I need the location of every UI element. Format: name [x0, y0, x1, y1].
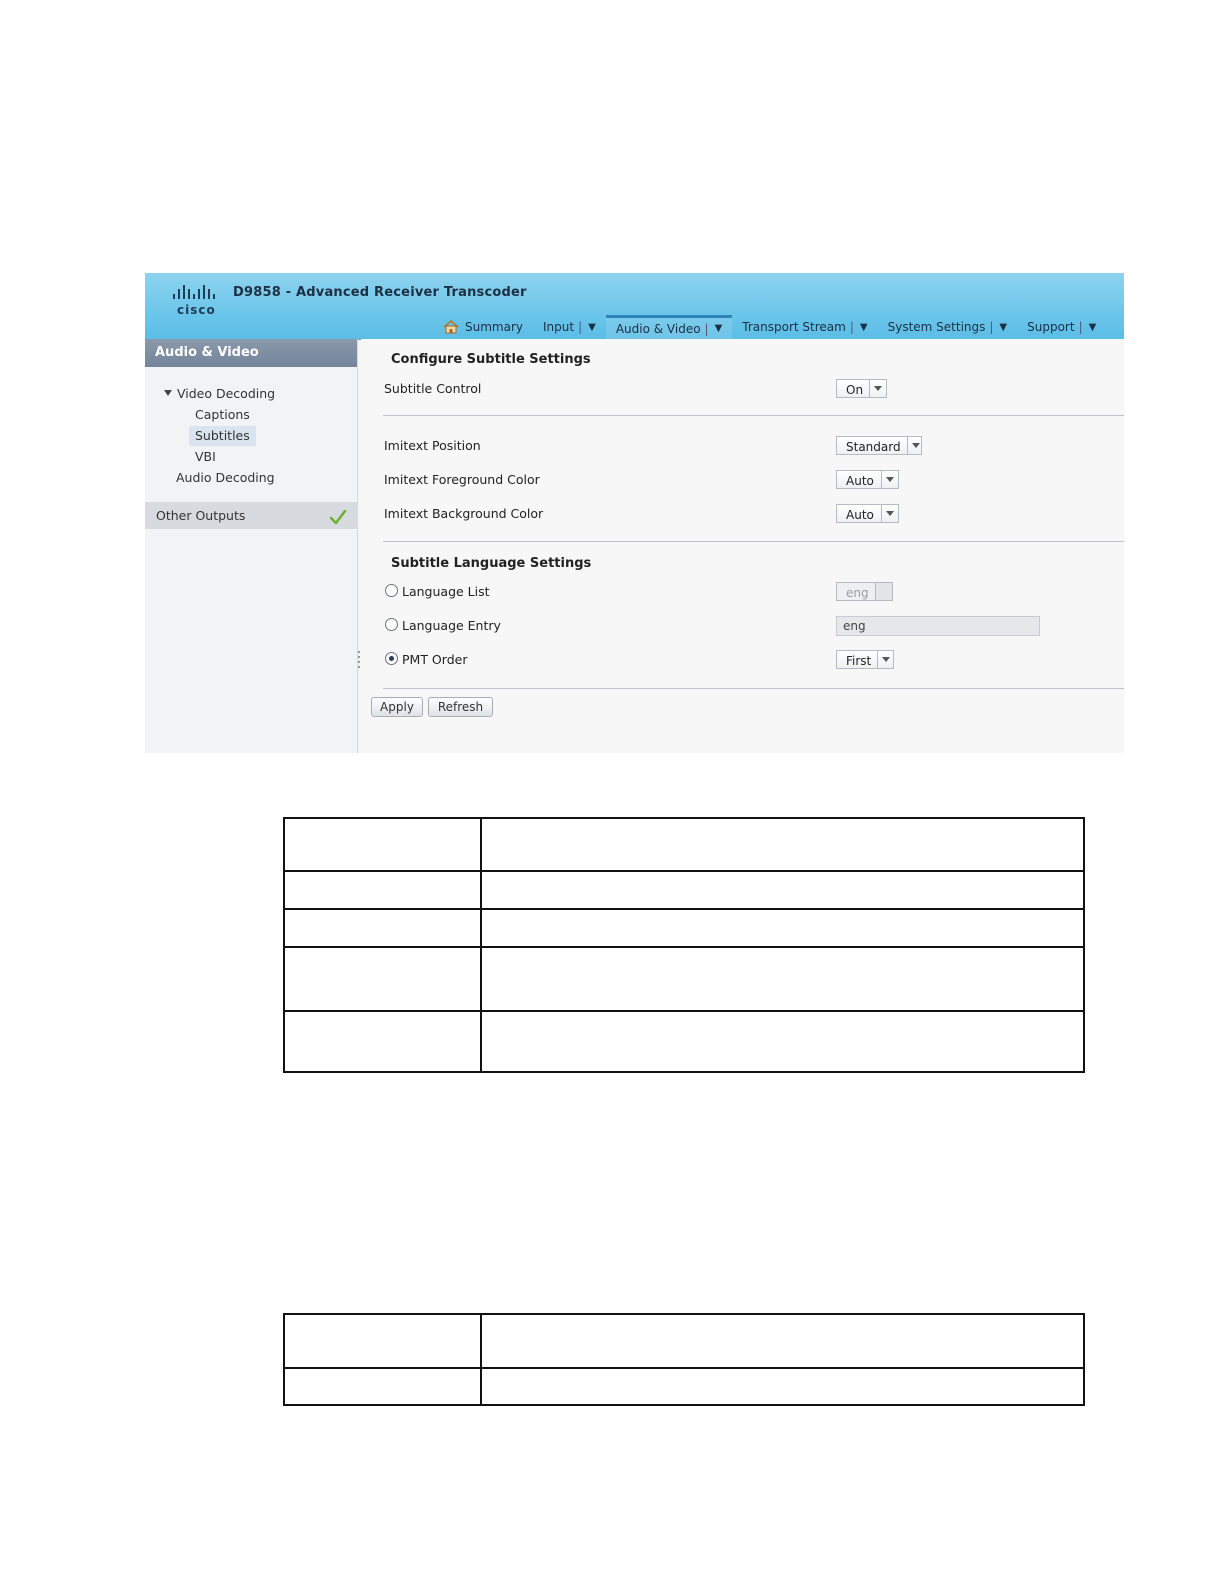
table-row — [284, 1314, 1084, 1368]
nav-separator: | — [1078, 320, 1083, 334]
nav-separator: | — [704, 321, 709, 336]
imitext-position-value: Standard — [846, 440, 901, 454]
nav-support[interactable] — [1017, 315, 1106, 339]
tree-item-subtitles[interactable]: Subtitles — [189, 426, 256, 446]
language-entry-input[interactable]: eng — [836, 616, 1040, 636]
nav-audio-video[interactable] — [606, 315, 732, 339]
doc-table-2 — [283, 1313, 1085, 1406]
sidebar-header: Audio & Video — [145, 339, 357, 367]
check-icon — [329, 507, 347, 523]
tree-item-label: Video Decoding — [177, 386, 276, 401]
nav-transport-stream-label: Transport Stream — [742, 320, 846, 334]
app-title: D9858 - Advanced Receiver Transcoder — [233, 285, 527, 300]
pmt-order-select[interactable] — [836, 650, 894, 669]
chevron-down-icon — [907, 437, 921, 454]
imitext-position-label: Imitext Position — [384, 438, 481, 453]
imitext-position-select[interactable] — [836, 436, 922, 455]
nav-separator: | — [578, 320, 583, 334]
tree-item-captions[interactable]: Captions — [195, 407, 250, 422]
sidebar — [145, 339, 358, 753]
table-row — [284, 871, 1084, 909]
doc-table-1 — [283, 817, 1085, 1073]
nav-system-settings-dropdown-icon[interactable]: ▼ — [999, 321, 1008, 333]
language-list-value: eng — [846, 586, 869, 600]
sidebar-item-other-outputs[interactable] — [145, 502, 357, 529]
subtitle-control-value: On — [846, 383, 864, 397]
nav-summary-label: Summary — [465, 320, 523, 334]
section-title-subtitle-settings: Configure Subtitle Settings — [391, 352, 591, 367]
divider — [383, 415, 1124, 416]
nav-input[interactable] — [533, 315, 606, 339]
main-nav — [433, 315, 1106, 339]
nav-transport-stream-dropdown-icon[interactable]: ▼ — [859, 321, 868, 333]
table-row — [284, 818, 1084, 871]
subtitle-control-select[interactable] — [836, 379, 887, 398]
cisco-logo — [173, 283, 225, 323]
imitext-bg-color-select[interactable] — [836, 504, 899, 523]
chevron-down-icon — [875, 583, 892, 600]
nav-audio-video-dropdown-icon[interactable]: ▼ — [714, 323, 723, 334]
tree-item-video-decoding[interactable] — [164, 384, 275, 404]
imitext-fg-color-select[interactable] — [836, 470, 899, 489]
nav-support-label: Support — [1027, 320, 1075, 334]
nav-separator: | — [849, 320, 854, 334]
imitext-bg-color-label: Imitext Background Color — [384, 506, 544, 521]
top-banner — [145, 273, 1124, 340]
imitext-fg-color-label: Imitext Foreground Color — [384, 472, 540, 487]
language-entry-label: Language Entry — [402, 618, 501, 633]
cisco-logo-bars — [173, 283, 215, 299]
refresh-button[interactable]: Refresh — [428, 697, 493, 717]
language-entry-radio[interactable] — [385, 618, 398, 631]
table-row — [284, 909, 1084, 947]
divider — [383, 688, 1124, 689]
language-list-radio[interactable] — [385, 584, 398, 597]
cisco-logo-text: cisco — [177, 303, 216, 317]
nav-transport-stream[interactable] — [732, 315, 877, 339]
imitext-fg-color-value: Auto — [846, 474, 874, 488]
other-outputs-label: Other Outputs — [156, 508, 246, 523]
chevron-down-icon — [881, 505, 898, 522]
table-row — [284, 1011, 1084, 1072]
nav-input-label: Input — [543, 320, 575, 334]
imitext-bg-color-value: Auto — [846, 508, 874, 522]
chevron-down-icon — [877, 651, 893, 668]
language-list-select[interactable] — [836, 582, 893, 601]
nav-system-settings[interactable] — [878, 315, 1018, 339]
nav-summary[interactable] — [433, 315, 533, 339]
chevron-down-icon — [869, 380, 886, 397]
divider — [383, 541, 1124, 542]
table-row — [284, 1368, 1084, 1405]
nav-audio-video-label: Audio & Video — [615, 321, 701, 336]
table-row — [284, 947, 1084, 1011]
expand-triangle-icon[interactable] — [164, 390, 172, 396]
app-window — [145, 273, 1124, 753]
nav-system-settings-label: System Settings — [887, 320, 986, 334]
apply-button[interactable]: Apply — [371, 697, 423, 717]
main-content — [361, 339, 1124, 753]
nav-input-dropdown-icon[interactable]: ▼ — [588, 321, 596, 333]
home-icon — [443, 320, 459, 334]
tree-item-vbi[interactable]: VBI — [195, 449, 216, 464]
section-title-language-settings: Subtitle Language Settings — [391, 556, 592, 571]
language-list-label: Language List — [402, 584, 490, 599]
nav-support-dropdown-icon[interactable]: ▼ — [1088, 321, 1097, 333]
pmt-order-radio[interactable] — [385, 652, 398, 665]
pmt-order-value: First — [846, 654, 872, 668]
chevron-down-icon — [881, 471, 898, 488]
pmt-order-label: PMT Order — [402, 652, 468, 667]
tree-item-audio-decoding[interactable]: Audio Decoding — [176, 470, 275, 485]
nav-separator: | — [989, 320, 994, 334]
subtitle-control-label: Subtitle Control — [384, 381, 482, 396]
